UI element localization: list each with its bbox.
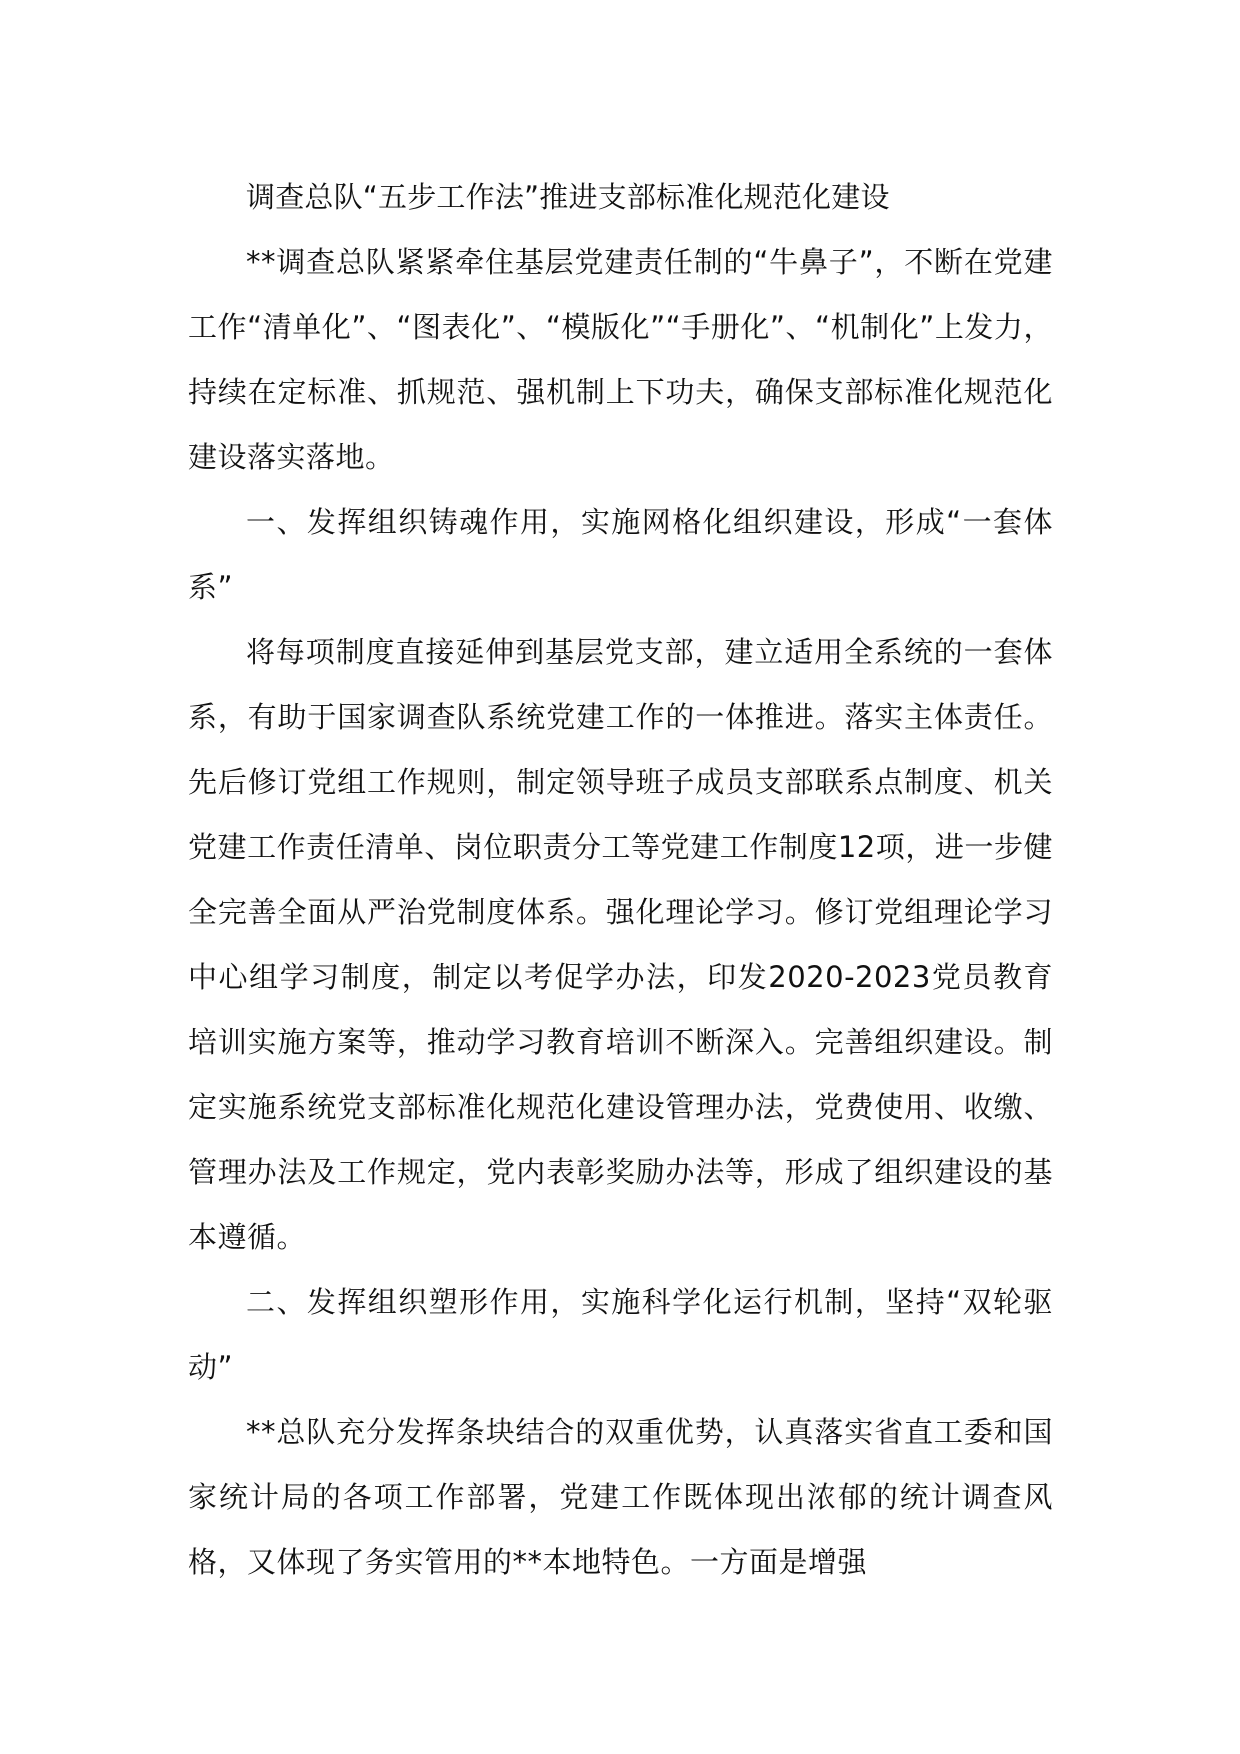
section-heading-1: 一、发挥组织铸魂作用，实施网格化组织建设，形成“一套体系”	[188, 505, 1053, 604]
section-1-paragraph: 将每项制度直接延伸到基层党支部，建立适用全系统的一套体系，有助于国家调查队系统党建工作的一体推进。落实主体责任。先后修订党组工作规则，制定领导班子成员支部联系点制度、机关党建工作责任清单、岗位职责分工等党建工作制度12项，进一步健全完善全面从严治党制度体系。强化理论学习。修订党组理论学习中心组学习制度，制定以考促学办法，印发2020-2023党员教育培训实施方案等，推动学习教育培训不断深入。完善组织建设。制定实施系统党支部标准化规范化建设管理办法，党费使用、收缴、管理办法及工作规定，党内表彰奖励办法等，形成了组织建设的基本遵循。	[188, 635, 1053, 1254]
document-title: 调查总队“五步工作法”推进支部标准化规范化建设	[246, 180, 890, 214]
section-heading-2: 二、发挥组织塑形作用，实施科学化运行机制，坚持“双轮驱动”	[188, 1285, 1053, 1384]
intro-paragraph: **调查总队紧紧牵住基层党建责任制的“牛鼻子”，不断在党建工作“清单化”、“图表化”、“模版化”“手册化”、“机制化”上发力，持续在定标准、抓规范、强机制上下功夫，确保支部标准化规范化建设落实落地。	[188, 245, 1053, 474]
document-body	[188, 165, 1053, 1595]
section-2-paragraph: **总队充分发挥条块结合的双重优势，认真落实省直工委和国家统计局的各项工作部署，党建工作既体现出浓郁的统计调查风格，又体现了务实管用的**本地特色。一方面是增强	[188, 1415, 1053, 1579]
